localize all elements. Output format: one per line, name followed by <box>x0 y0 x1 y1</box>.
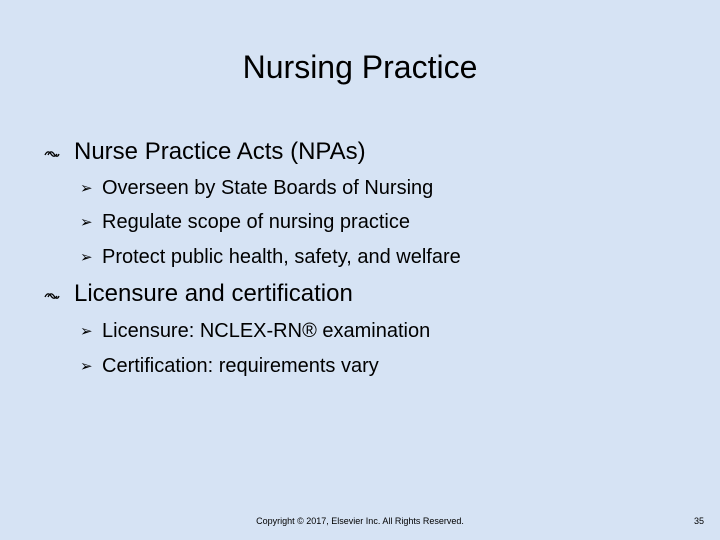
sub-bullet-item <box>80 207 410 237</box>
sub-bullet-item <box>80 316 430 346</box>
wave-bullet-icon <box>44 135 74 169</box>
bullet-text: Nurse Practice Acts (NPAs) <box>74 138 366 165</box>
copyright-footer: Copyright © 2017, Elsevier Inc. All Rights Reserved. <box>256 516 464 526</box>
sub-bullet-text: Certification: requirements vary <box>102 355 379 377</box>
bullet-item <box>44 277 353 311</box>
slide-title: Nursing Practice <box>242 49 478 85</box>
arrowhead-bullet-icon: ➢ <box>80 248 93 266</box>
arrowhead-bullet-icon: ➢ <box>80 322 93 340</box>
bullet-text: Licensure and certification <box>74 280 353 307</box>
bullet-item <box>44 135 366 169</box>
sub-bullet-text: Regulate scope of nursing practice <box>102 211 410 233</box>
arrowhead-bullet-icon: ➢ <box>80 357 93 375</box>
sub-bullet-item <box>80 173 433 203</box>
page-number: 35 <box>693 516 704 526</box>
arrowhead-bullet-icon: ➢ <box>80 179 93 197</box>
sub-bullet-text: Protect public health, safety, and welfare <box>102 246 461 268</box>
sub-bullet-text: Overseen by State Boards of Nursing <box>102 177 434 199</box>
arrowhead-bullet-icon: ➢ <box>80 213 93 231</box>
sub-bullet-item <box>80 351 379 381</box>
wave-bullet-icon <box>44 277 74 311</box>
sub-bullet-item <box>80 242 461 272</box>
sub-bullet-text: Licensure: NCLEX-RN® examination <box>102 320 431 342</box>
